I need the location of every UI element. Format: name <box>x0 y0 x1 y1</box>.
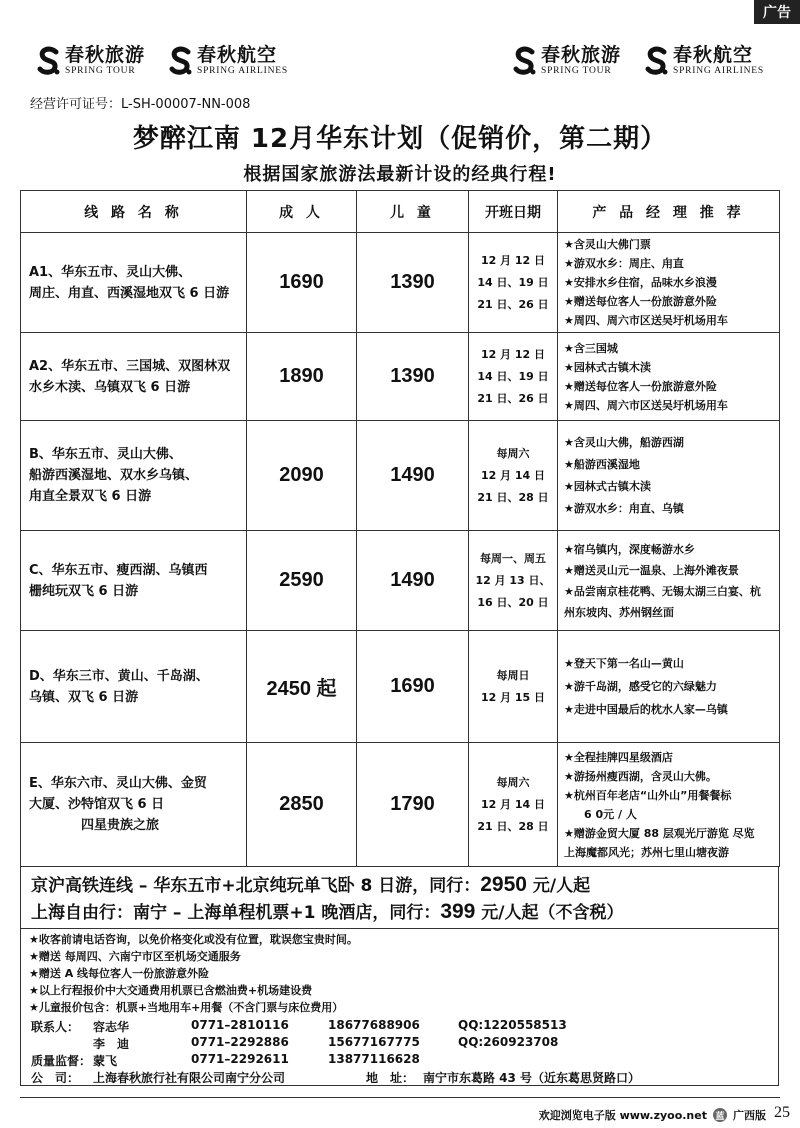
departure-dates <box>469 631 558 743</box>
route-name <box>21 531 247 631</box>
tour-table <box>20 190 780 867</box>
rec-item: ★园林式古镇木渎 <box>564 479 651 493</box>
adult-price: 1690 <box>247 233 357 333</box>
date-line: 12 月 14 日 <box>480 468 546 482</box>
date-line: 14 日、19 日 <box>477 275 549 289</box>
route-line: A1、华东五市、灵山大佛、 <box>29 264 192 280</box>
address-value: 南宁市东葛路 43 号（近东葛思贤路口） <box>423 1071 641 1085</box>
route-line: 周庄、甪直、西溪湿地双飞 6 日游 <box>29 285 230 301</box>
quality-phone: 0771–2292611 <box>191 1052 289 1066</box>
free-travel-price: 399 <box>440 900 476 923</box>
logo-cn: 春秋航空 <box>197 44 278 66</box>
child-price: 1790 <box>357 743 469 867</box>
departure-dates <box>469 531 558 631</box>
date-line: 21 日、26 日 <box>477 391 549 405</box>
recommendations <box>558 233 780 333</box>
date-line: 12 月 15 日 <box>480 690 546 704</box>
rail-tour-text: 京沪高铁连线 – 华东五市+北京纯玩单飞卧 8 日游，同行： <box>31 876 481 896</box>
table-row <box>21 421 780 531</box>
recommendations <box>558 333 780 421</box>
spring-logo-icon <box>512 46 538 76</box>
ad-tag: 广告 <box>754 0 800 24</box>
date-line: 12 月 13 日、 <box>475 573 551 587</box>
date-line: 21 日、28 日 <box>477 819 549 833</box>
departure-dates <box>469 233 558 333</box>
table-row <box>21 631 780 743</box>
note-item: ★以上行程报价中大交通费用机票已含燃油费+机场建设费 <box>29 984 313 997</box>
date-line: 14 日、19 日 <box>477 369 549 383</box>
contact-name: 李 迪 <box>93 1037 130 1051</box>
header-child: 儿 童 <box>357 191 469 233</box>
footer-divider <box>20 1097 780 1098</box>
bottom-info-box <box>20 866 779 1086</box>
page-title: 梦醉江南 12月华东计划（促销价，第二期） <box>132 124 668 154</box>
header-adult: 成 人 <box>247 191 357 233</box>
departure-dates <box>469 333 558 421</box>
rec-item: ★宿乌镇内，深度畅游水乡 <box>564 542 695 556</box>
table-header-row <box>21 191 780 233</box>
company-name: 上海春秋旅行社有限公司南宁分公司 <box>93 1071 286 1085</box>
table-row <box>21 233 780 333</box>
rec-item: ★含灵山大佛门票 <box>564 238 651 251</box>
rec-item: ★周四、周六市区送吴圩机场用车 <box>564 314 728 327</box>
rec-item: ★游双水乡：周庄、甪直 <box>564 257 684 270</box>
table-row <box>21 531 780 631</box>
spring-tour-logo <box>512 46 621 77</box>
footer <box>539 1107 766 1123</box>
spring-airlines-logo <box>644 46 764 77</box>
company-label: 公 司： <box>31 1071 80 1085</box>
rail-tour-line <box>31 871 590 897</box>
rec-item: 州东坡肉、苏州钢丝面 <box>564 605 674 619</box>
rec-item: ★赠送每位客人一份旅游意外险 <box>564 379 717 393</box>
rail-tour-unit: 元/人起 <box>526 876 591 896</box>
page-subtitle: 根据国家旅游法最新计设的经典行程! <box>243 164 557 185</box>
rec-item: ★游双水乡：甪直、乌镇 <box>564 501 684 515</box>
logo-en: SPRING TOUR <box>541 66 612 76</box>
date-line: 21 日、26 日 <box>477 297 549 311</box>
date-line: 16 日、20 日 <box>477 595 549 609</box>
date-line: 12 月 12 日 <box>480 253 546 267</box>
rec-item: ★船游西溪湿地 <box>564 457 640 471</box>
adult-price: 2090 <box>247 421 357 531</box>
recommendations <box>558 631 780 743</box>
spring-airlines-logo <box>168 46 288 77</box>
rec-item: ★赠游金贸大厦 88 层观光厅游览 尽览 <box>564 826 755 840</box>
rec-item: ★走进中国最后的枕水人家—乌镇 <box>564 703 728 716</box>
table-row <box>21 743 780 867</box>
spring-logo-icon <box>168 46 194 76</box>
contact-qq: QQ:1220558513 <box>458 1018 567 1032</box>
header-route: 线 路 名 称 <box>21 191 247 233</box>
rec-item: 6 0元 / 人 <box>584 807 637 821</box>
notes-list <box>29 931 774 1016</box>
contact-qq: QQ:260923708 <box>458 1035 559 1049</box>
route-line: C、华东五市、瘦西湖、乌镇西 <box>29 562 208 578</box>
date-line: 12 月 12 日 <box>480 347 546 361</box>
route-name <box>21 333 247 421</box>
note-item: ★收客前请电话咨询，以免价格变化或没有位置，耽误您宝贵时间。 <box>29 933 358 946</box>
adult-price: 2590 <box>247 531 357 631</box>
route-line: 乌镇、双飞 6 日游 <box>29 689 139 705</box>
departure-dates <box>469 421 558 531</box>
quality-label: 质量监督： <box>31 1054 92 1068</box>
rec-item: ★全程挂牌四星级酒店 <box>564 750 673 764</box>
child-price: 1390 <box>357 333 469 421</box>
route-line: 船游西溪湿地、双水乡乌镇、 <box>29 468 199 483</box>
date-line: 每周六 <box>496 446 530 460</box>
route-line: A2、华东五市、三国城、双图林双 <box>29 358 231 374</box>
route-name <box>21 631 247 743</box>
rec-item: ★赠送每位客人一份旅游意外险 <box>564 295 717 308</box>
spring-tour-logo <box>36 46 145 77</box>
date-line: 每周日 <box>496 668 530 682</box>
route-line: 大厦、沙特馆双飞 6 日 <box>29 797 165 812</box>
spring-logo-icon <box>644 46 670 76</box>
license-number: 经营许可证号：L-SH-00007-NN-008 <box>30 97 251 112</box>
header-dates: 开班日期 <box>469 191 558 233</box>
date-line: 每周一、周五 <box>480 551 546 565</box>
route-line: 栅纯玩双飞 6 日游 <box>29 583 139 599</box>
route-line: D、华东三市、黄山、千岛湖、 <box>29 668 209 684</box>
logo-en: SPRING AIRLINES <box>197 66 288 76</box>
date-line: 21 日、28 日 <box>477 490 549 504</box>
quality-name: 蒙飞 <box>93 1054 118 1068</box>
footer-edition: 广西版 <box>733 1109 766 1122</box>
date-line: 12 月 14 日 <box>480 797 546 811</box>
recommendations <box>558 743 780 867</box>
rec-item: ★含三国城 <box>564 341 618 355</box>
child-price: 1690 <box>357 631 469 743</box>
free-travel-text: 上海自由行：南宁 – 上海单程机票+1 晚酒店，同行： <box>31 903 441 923</box>
rec-item: ★园林式古镇木渎 <box>564 360 651 374</box>
contact-name: 容志华 <box>93 1020 130 1034</box>
rec-item: ★含灵山大佛，船游西湖 <box>564 435 684 449</box>
spring-logo-icon <box>36 46 62 76</box>
header-recommend: 产 品 经 理 推 荐 <box>558 191 780 233</box>
child-price: 1490 <box>357 421 469 531</box>
rec-item: ★游扬州瘦西湖，含灵山大佛。 <box>564 769 717 783</box>
departure-dates <box>469 743 558 867</box>
table-row <box>21 333 780 421</box>
adult-price: 2850 <box>247 743 357 867</box>
date-line: 每周六 <box>496 775 530 789</box>
adult-price: 2450 起 <box>247 631 357 743</box>
rec-item: ★杭州百年老店“山外山”用餐餐标 <box>564 788 732 802</box>
route-line: 四星贵族之旅 <box>81 818 160 833</box>
note-item: ★赠送 每周四、六南宁市区至机场交通服务 <box>29 950 241 963</box>
rec-item: ★周四、周六市区送吴圩机场用车 <box>564 398 728 412</box>
contact-phone: 0771–2292886 <box>191 1035 289 1049</box>
route-name <box>21 233 247 333</box>
logo-en: SPRING TOUR <box>65 66 136 76</box>
rec-item: 上海魔都风光；苏州七里山塘夜游 <box>564 845 729 859</box>
logo-en: SPRING AIRLINES <box>673 66 764 76</box>
recommendations <box>558 421 780 531</box>
route-line: 水乡木渎、乌镇双飞 6 日游 <box>29 379 191 395</box>
quality-mobile: 13877116628 <box>328 1052 420 1066</box>
rec-item: ★赠送灵山元一温泉、上海外滩夜景 <box>564 563 739 577</box>
page-number: 25 <box>774 1104 790 1121</box>
rec-item: ★登天下第一名山—黄山 <box>564 657 684 670</box>
rail-tour-price: 2950 <box>480 873 527 896</box>
divider <box>21 928 778 929</box>
free-travel-unit: 元/人起（不含税） <box>475 903 624 923</box>
adult-price: 1890 <box>247 333 357 421</box>
route-line: B、华东五市、灵山大佛、 <box>29 447 182 462</box>
route-line: E、华东六市、灵山大佛、金贸 <box>29 776 207 791</box>
blue-badge-icon: 蓝 <box>713 1108 727 1122</box>
logo-cn: 春秋航空 <box>673 44 754 66</box>
logo-cn: 春秋旅游 <box>541 44 622 66</box>
rec-item: ★游千岛湖，感受它的六绿魅力 <box>564 680 717 693</box>
contact-mobile: 18677688906 <box>328 1018 420 1032</box>
recommendations <box>558 531 780 631</box>
rec-item: ★品尝南京桂花鸭、无锡太湖三白宴、杭 <box>564 584 761 598</box>
note-item: ★儿童报价包含：机票+当地用车+用餐（不含门票与床位费用） <box>29 1001 344 1014</box>
route-name <box>21 421 247 531</box>
route-name <box>21 743 247 867</box>
footer-website[interactable]: 欢迎浏览电子版 www.zyoo.net <box>538 1109 707 1122</box>
note-item: ★赠送 A 线每位客人一份旅游意外险 <box>29 967 210 980</box>
route-line: 甪直全景双飞 6 日游 <box>29 489 152 504</box>
rec-item: ★安排水乡住宿，品味水乡浪漫 <box>564 276 717 289</box>
logo-cn: 春秋旅游 <box>65 44 146 66</box>
free-travel-line <box>31 898 624 924</box>
child-price: 1390 <box>357 233 469 333</box>
contact-label: 联系人： <box>31 1020 80 1034</box>
address-label: 地 址： <box>366 1071 415 1085</box>
contact-phone: 0771–2810116 <box>191 1018 289 1032</box>
contact-mobile: 15677167775 <box>328 1035 420 1049</box>
child-price: 1490 <box>357 531 469 631</box>
